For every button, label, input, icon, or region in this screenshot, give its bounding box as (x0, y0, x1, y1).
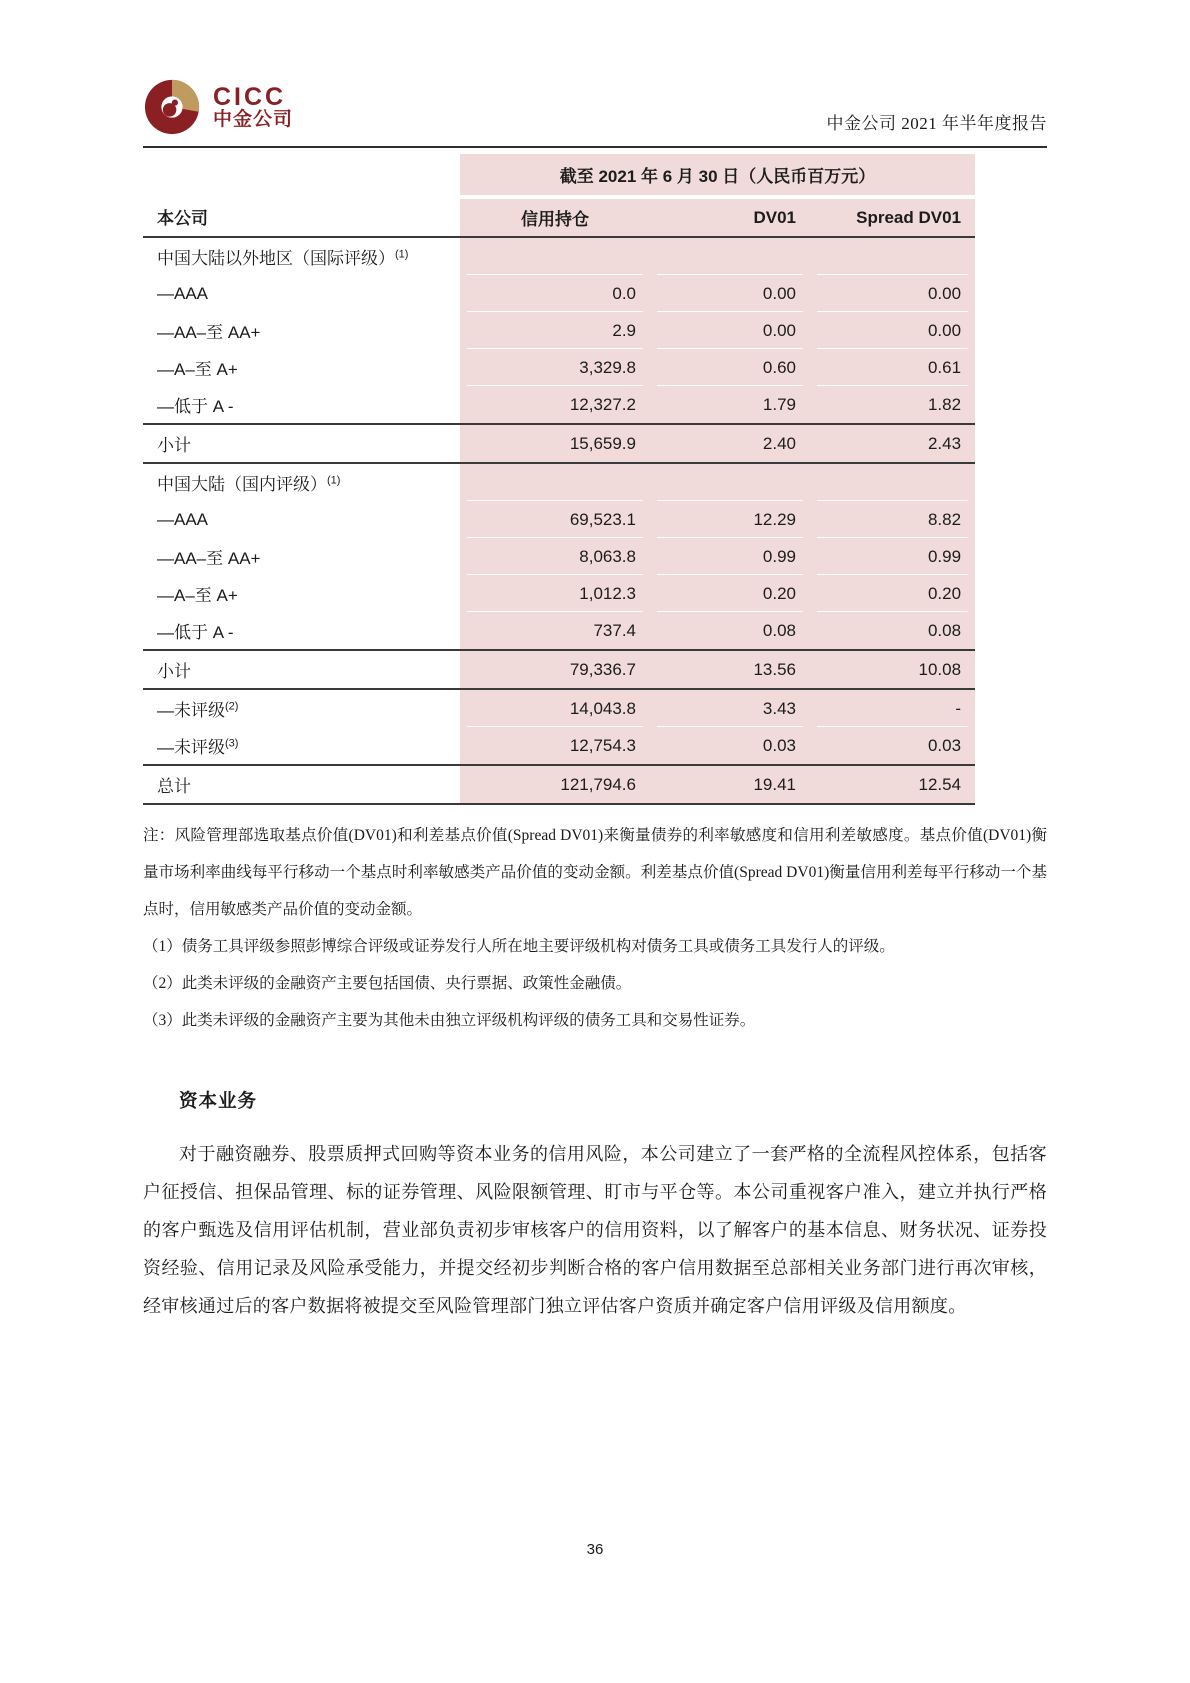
cell-value: 0.03 (650, 727, 810, 765)
cell-value: 13.56 (650, 650, 810, 689)
cell-value: 0.60 (650, 349, 810, 386)
page-number: 36 (586, 1541, 604, 1558)
table-row (143, 386, 975, 424)
cell-value: 0.0 (460, 275, 650, 312)
column-header-dv01: DV01 (650, 197, 810, 237)
cell-value: 10.08 (810, 650, 975, 689)
row-label: —A–至 A+ (157, 360, 238, 379)
table-row (143, 501, 975, 538)
cell-value: 15,659.9 (460, 424, 650, 463)
cell-value: 0.99 (810, 538, 975, 575)
cell-value: 0.61 (810, 349, 975, 386)
cell-value: 14,043.8 (460, 689, 650, 727)
logo-brand-cn: 中金公司 (213, 109, 294, 131)
note-item-1: （1）债务工具评级参照彭博综合评级或证券发行人所在地主要评级机构对债务工具或债务工具发行人的评级。 (143, 938, 895, 955)
cell-value (810, 463, 975, 501)
table-span-header: 截至 2021 年 6 月 30 日（人民币百万元） (460, 154, 975, 197)
table-row (143, 349, 975, 386)
cell-value (810, 237, 975, 275)
column-header-spread-dv01: Spread DV01 (810, 197, 975, 237)
cell-value: 0.20 (810, 575, 975, 612)
table-column-header-row (143, 197, 975, 237)
footnote-ref: (3) (225, 737, 239, 750)
credit-risk-table (143, 154, 975, 805)
cell-value: 1,012.3 (460, 575, 650, 612)
cell-value (650, 237, 810, 275)
row-label: —AA–至 AA+ (157, 549, 261, 568)
row-label: 中国大陆（国内评级）$^{(1)}$ (157, 474, 341, 494)
cell-value: 0.99 (650, 538, 810, 575)
cell-value: 8,063.8 (460, 538, 650, 575)
cell-value: 0.03 (810, 727, 975, 765)
cell-value (460, 237, 650, 275)
cell-value: - (810, 689, 975, 727)
cell-value: 3.43 (650, 689, 810, 727)
cell-value: 79,336.7 (460, 650, 650, 689)
cell-value (650, 463, 810, 501)
row-label: —AAA (157, 283, 209, 303)
cell-value: 737.4 (460, 612, 650, 650)
table-row (143, 237, 975, 275)
cell-value: 12,327.2 (460, 386, 650, 424)
table-row (143, 312, 975, 349)
row-label: 小计 (143, 424, 460, 463)
cell-value: 0.00 (810, 275, 975, 312)
credit-table-body (143, 237, 975, 804)
row-label: —未评级$^{(3)}$ (157, 737, 239, 757)
table-row (143, 689, 975, 727)
table-notes (143, 817, 1047, 1039)
cell-value: 121,794.6 (460, 765, 650, 804)
empty-cell (143, 154, 460, 197)
table-span-header-row (143, 154, 975, 197)
cell-value: 0.00 (810, 312, 975, 349)
cell-value: 12,754.3 (460, 727, 650, 765)
table-row (143, 275, 975, 312)
footnote-ref: (1) (327, 474, 341, 487)
cell-value: 12.54 (810, 765, 975, 804)
table-row (143, 424, 975, 463)
logo-text (213, 84, 293, 130)
masthead (143, 78, 1047, 148)
cell-value: 0.08 (650, 612, 810, 650)
cell-value: 0.00 (650, 275, 810, 312)
cell-value (460, 463, 650, 501)
cell-value: 2.40 (650, 424, 810, 463)
cell-value: 12.29 (650, 501, 810, 538)
note-item-2: （2）此类未评级的金融资产主要包括国债、央行票据、政策性金融债。 (143, 975, 632, 992)
note-item-3: （3）此类未评级的金融资产主要为其他未由独立评级机构评级的债务工具和交易性证券。 (143, 1012, 756, 1029)
column-header-credit-position: 信用持仓 (460, 197, 650, 237)
row-label: —AA–至 AA+ (157, 323, 261, 342)
table-row (143, 650, 975, 689)
report-title: 中金公司 2021 年半年度报告 (826, 114, 1047, 133)
table-row (143, 463, 975, 501)
cell-value: 19.41 (650, 765, 810, 804)
footnote-ref: (1) (395, 248, 409, 261)
table-row (143, 538, 975, 575)
row-label: 中国大陆以外地区（国际评级）$^{(1)}$ (157, 248, 409, 268)
cicc-logo-mark-icon (143, 78, 201, 136)
row-label: —A–至 A+ (157, 586, 238, 605)
note-intro: 注：风险管理部选取基点价值(DV01)和利差基点价值(Spread DV01)来衡量债券的利率敏感度和信用利差敏感度。基点价值(DV01)衡量市场利率曲线每平行移动一个基点时利率敏感类产品价值的变动金额。利差基点价值(Spread DV01)衡量信用利差每平行移动一个基点时，信用敏感类产品价值的变动金额。 (143, 827, 1047, 918)
cell-value: 69,523.1 (460, 501, 650, 538)
footnote-ref: (2) (225, 700, 239, 713)
logo-brand: CICC (213, 82, 287, 111)
table-row (143, 765, 975, 804)
row-label: 总计 (143, 765, 460, 804)
table-row (143, 612, 975, 650)
cell-value: 0.20 (650, 575, 810, 612)
column-header-company: 本公司 (143, 197, 460, 237)
cicc-logo (143, 78, 293, 136)
row-label: 小计 (143, 650, 460, 689)
row-label: —AAA (157, 509, 209, 529)
table-row (143, 727, 975, 765)
row-label: —未评级$^{(2)}$ (157, 700, 239, 720)
row-label: —低于 A - (157, 623, 234, 642)
row-label: —低于 A - (157, 397, 234, 416)
cell-value: 3,329.8 (460, 349, 650, 386)
cell-value: 2.9 (460, 312, 650, 349)
cell-value: 0.00 (650, 312, 810, 349)
cell-value: 8.82 (810, 501, 975, 538)
body-paragraph: 对于融资融券、股票质押式回购等资本业务的信用风险，本公司建立了一套严格的全流程风控体系，包括客户征授信、担保品管理、标的证券管理、风险限额管理、盯市与平仓等。本公司重视客户准入，建立并执行严格的客户甄选及信用评估机制，营业部负责初步审核客户的信用资料，以了解客户的基本信息、财务状况、证券投资经验、信用记录及风险承受能力，并提交经初步判断合格的客户信用数据至总部相关业务部门进行再次审核，经审核通过后的客户数据将被提交至风险管理部门独立评估客户资质并确定客户信用评级及信用额度。 (143, 1144, 1047, 1316)
cell-value: 1.82 (810, 386, 975, 424)
cell-value: 1.79 (650, 386, 810, 424)
cell-value: 2.43 (810, 424, 975, 463)
cell-value: 0.08 (810, 612, 975, 650)
section-heading: 资本业务 (179, 1092, 258, 1112)
table-row (143, 575, 975, 612)
